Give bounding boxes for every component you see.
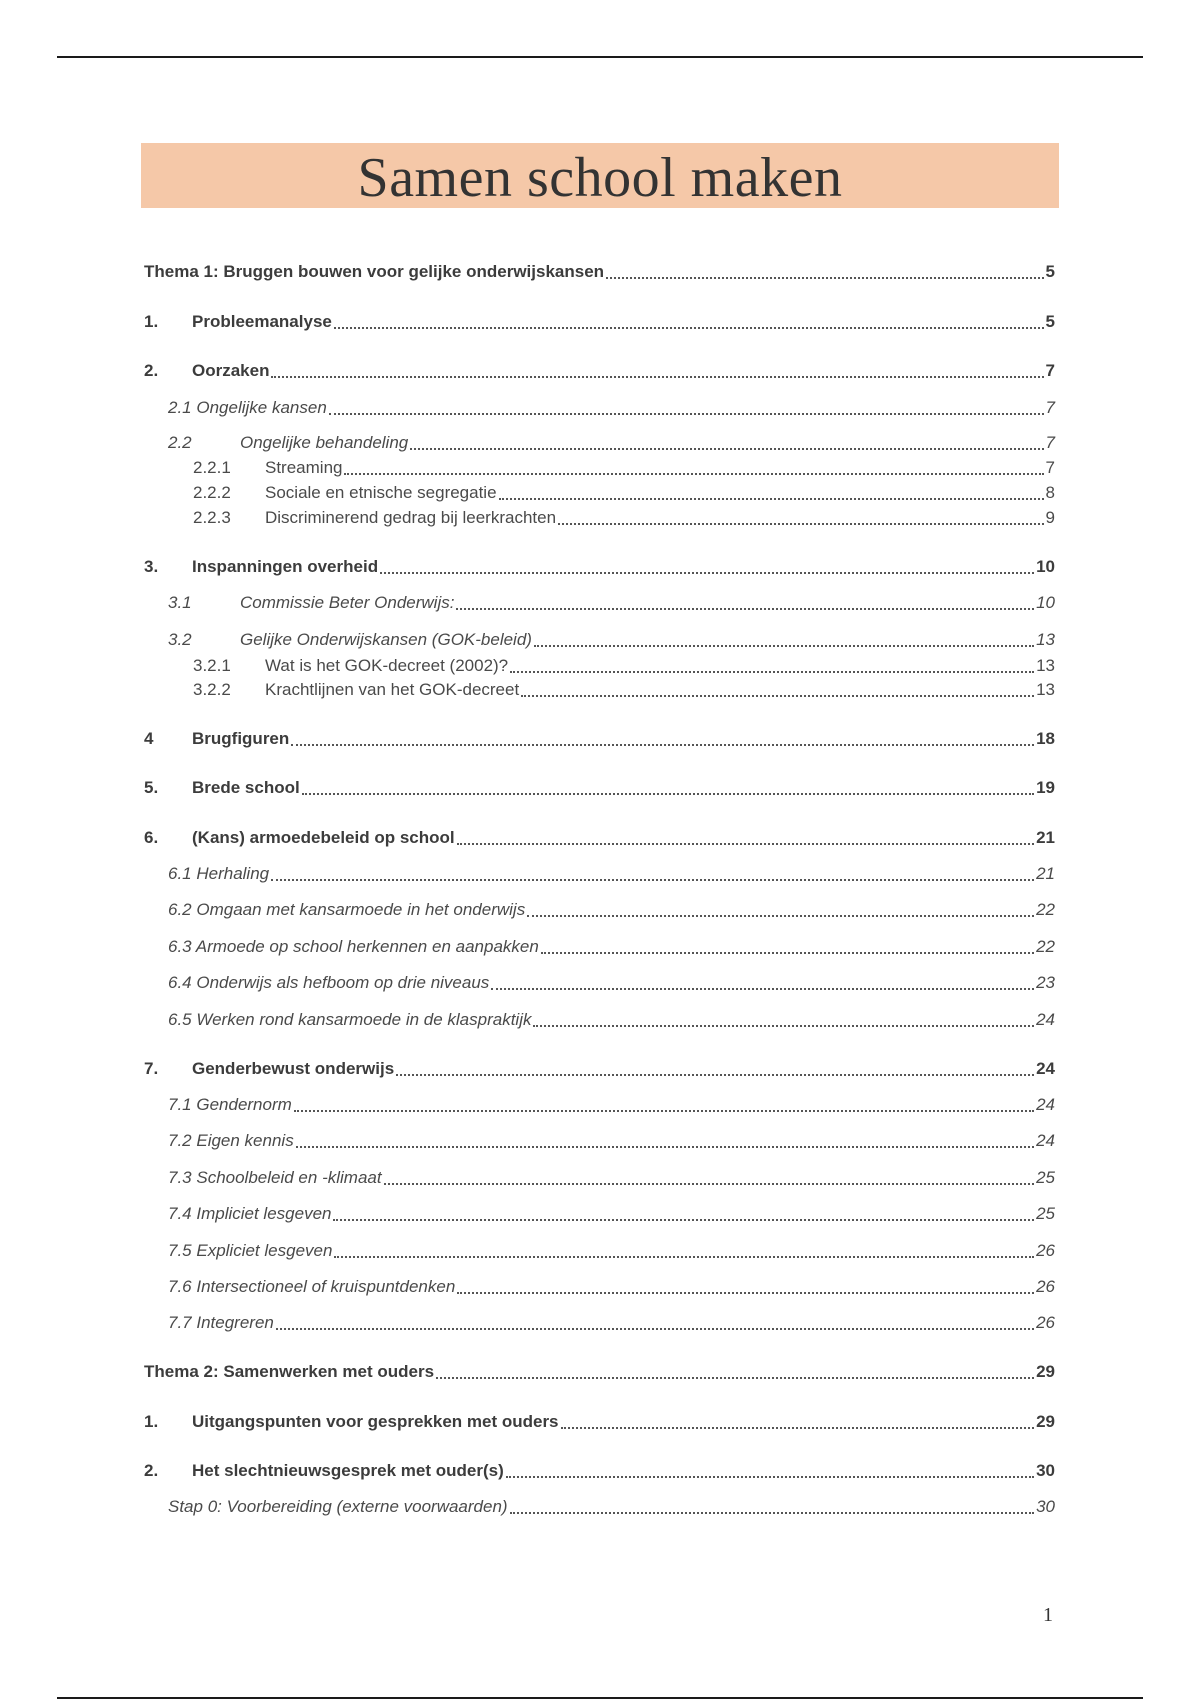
footer-rule bbox=[57, 1697, 1143, 1699]
toc-entry[interactable] bbox=[144, 729, 1055, 751]
toc-entry-page: 29 bbox=[1036, 1412, 1055, 1431]
toc-entry-page: 24 bbox=[1036, 1010, 1055, 1029]
toc-entry-number: 1. bbox=[144, 1412, 159, 1431]
toc-entry[interactable] bbox=[144, 557, 1055, 579]
dot-leader bbox=[333, 1218, 1034, 1221]
toc-entry[interactable] bbox=[144, 1059, 1055, 1081]
toc-entry-page: 10 bbox=[1036, 593, 1055, 612]
toc-entry[interactable] bbox=[168, 864, 1055, 886]
toc-entry-page: 8 bbox=[1045, 483, 1055, 502]
toc-entry-number: 3. bbox=[144, 557, 159, 576]
toc-entry-page: 13 bbox=[1036, 630, 1055, 649]
toc-entry[interactable] bbox=[168, 398, 1055, 420]
toc-entry-label: 6.4 Onderwijs als hefboom op drie niveaus bbox=[168, 973, 490, 992]
toc-entry-number: 6. bbox=[144, 828, 159, 847]
toc-entry-label: 2.1 Ongelijke kansen bbox=[168, 398, 327, 417]
toc-entry-label: Commissie Beter Onderwijs: bbox=[240, 593, 455, 612]
toc-entry[interactable] bbox=[144, 1362, 1055, 1384]
dot-leader bbox=[527, 914, 1034, 917]
toc-entry-label: Probleemanalyse bbox=[192, 312, 332, 331]
toc-entry-page: 10 bbox=[1036, 557, 1055, 576]
toc-entry-label: 7.6 Intersectioneel of kruispuntdenken bbox=[168, 1277, 456, 1296]
toc-entry-page: 7 bbox=[1045, 398, 1055, 417]
dot-leader bbox=[533, 1024, 1034, 1027]
dot-leader bbox=[334, 326, 1044, 329]
toc-entry-number: 7. bbox=[144, 1059, 159, 1078]
toc-entry-page: 19 bbox=[1036, 778, 1055, 797]
toc-entry-number: 2. bbox=[144, 361, 159, 380]
toc-entry-page: 25 bbox=[1036, 1168, 1055, 1187]
toc-entry-label: Thema 1: Bruggen bouwen voor gelijke onderwijskansen bbox=[144, 262, 605, 281]
dot-leader bbox=[457, 842, 1034, 845]
dot-leader bbox=[506, 1475, 1034, 1478]
toc-entry-label: Het slechtnieuwsgesprek met ouder(s) bbox=[192, 1461, 504, 1480]
document-title: Samen school maken bbox=[357, 146, 843, 209]
toc-entry-label: Krachtlijnen van het GOK-decreet bbox=[265, 680, 520, 699]
toc-entry-label: 6.5 Werken rond kansarmoede in de klaspraktijk bbox=[168, 1010, 532, 1029]
dot-leader bbox=[456, 607, 1034, 610]
dot-leader bbox=[521, 694, 1034, 697]
toc-entry-page: 24 bbox=[1036, 1059, 1055, 1078]
toc-entry[interactable] bbox=[168, 433, 1055, 455]
dot-leader bbox=[271, 878, 1034, 881]
dot-leader bbox=[276, 1327, 1034, 1330]
toc-entry-label: Sociale en etnische segregatie bbox=[265, 483, 497, 502]
toc-entry-label: Genderbewust onderwijs bbox=[192, 1059, 395, 1078]
toc-entry-page: 9 bbox=[1045, 508, 1055, 527]
toc-entry-label: Wat is het GOK-decreet (2002)? bbox=[265, 656, 509, 675]
toc-entry[interactable] bbox=[168, 937, 1055, 959]
dot-leader bbox=[302, 792, 1034, 795]
dot-leader bbox=[499, 497, 1044, 500]
toc-entry-label: 7.5 Expliciet lesgeven bbox=[168, 1241, 333, 1260]
toc-entry[interactable] bbox=[168, 1168, 1055, 1190]
toc-entry[interactable] bbox=[168, 593, 1055, 615]
dot-leader bbox=[329, 412, 1044, 415]
toc-entry-label: 7.3 Schoolbeleid en -klimaat bbox=[168, 1168, 382, 1187]
toc-entry-number: 2.2.2 bbox=[193, 483, 231, 502]
dot-leader bbox=[534, 644, 1034, 647]
dot-leader bbox=[271, 375, 1043, 378]
toc-entry-label: 7.7 Integreren bbox=[168, 1313, 274, 1332]
toc-entry-page: 21 bbox=[1036, 828, 1055, 847]
toc-entry-label: 7.2 Eigen kennis bbox=[168, 1131, 294, 1150]
dot-leader bbox=[436, 1376, 1034, 1379]
dot-leader bbox=[510, 1511, 1035, 1514]
toc-entry[interactable] bbox=[144, 1412, 1055, 1434]
dot-leader bbox=[384, 1182, 1035, 1185]
toc-entry-page: 30 bbox=[1036, 1497, 1055, 1516]
dot-leader bbox=[380, 571, 1034, 574]
toc-entry-page: 13 bbox=[1036, 656, 1055, 675]
dot-leader bbox=[396, 1073, 1034, 1076]
toc-entry[interactable] bbox=[144, 361, 1055, 383]
toc-entry-page: 24 bbox=[1036, 1095, 1055, 1114]
dot-leader bbox=[457, 1291, 1034, 1294]
toc-entry-label: Thema 2: Samenwerken met ouders bbox=[144, 1362, 435, 1381]
toc-entry[interactable] bbox=[168, 1095, 1055, 1117]
toc-entry-label: Stap 0: Voorbereiding (externe voorwaarden) bbox=[168, 1497, 508, 1516]
toc-entry[interactable] bbox=[168, 1131, 1055, 1153]
toc-entry-page: 30 bbox=[1036, 1461, 1055, 1480]
toc-entry[interactable] bbox=[168, 1010, 1055, 1032]
toc-entry[interactable] bbox=[144, 778, 1055, 800]
toc-entry-label: 7.1 Gendernorm bbox=[168, 1095, 292, 1114]
toc-entry-number: 3.2.2 bbox=[193, 680, 231, 699]
toc-entry-label: Ongelijke behandeling bbox=[240, 433, 409, 452]
toc-entry[interactable] bbox=[168, 1497, 1055, 1519]
dot-leader bbox=[410, 447, 1043, 450]
toc-entry[interactable] bbox=[193, 483, 1055, 505]
toc-entry-page: 26 bbox=[1036, 1313, 1055, 1332]
page-number: 1 bbox=[1043, 1604, 1053, 1626]
toc-entry-number: 3.2 bbox=[168, 630, 192, 649]
toc-entry-label: Oorzaken bbox=[192, 361, 270, 380]
toc-entry-label: Discriminerend gedrag bij leerkrachten bbox=[265, 508, 557, 527]
toc-entry-label: 6.2 Omgaan met kansarmoede in het onderwijs bbox=[168, 900, 526, 919]
dot-leader bbox=[541, 951, 1034, 954]
toc-entry-number: 1. bbox=[144, 312, 159, 331]
toc-entry-label: Uitgangspunten voor gesprekken met ouders bbox=[192, 1412, 559, 1431]
toc-entry-page: 7 bbox=[1045, 458, 1055, 477]
dot-leader bbox=[344, 472, 1043, 475]
toc-entry-page: 21 bbox=[1036, 864, 1055, 883]
toc-entry[interactable] bbox=[193, 656, 1055, 678]
toc-entry[interactable] bbox=[193, 680, 1055, 702]
dot-leader bbox=[296, 1145, 1034, 1148]
toc-entry-label: 6.1 Herhaling bbox=[168, 864, 270, 883]
toc-entry-number: 3.1 bbox=[168, 593, 192, 612]
dot-leader bbox=[334, 1255, 1034, 1258]
toc-entry[interactable] bbox=[168, 630, 1055, 652]
toc-entry[interactable] bbox=[168, 1241, 1055, 1263]
toc-entry-page: 22 bbox=[1036, 900, 1055, 919]
dot-leader bbox=[510, 670, 1034, 673]
toc-entry-page: 22 bbox=[1036, 937, 1055, 956]
toc-entry-label: Brugfiguren bbox=[192, 729, 290, 748]
toc-entry[interactable] bbox=[144, 312, 1055, 334]
toc-entry-label: 7.4 Impliciet lesgeven bbox=[168, 1204, 332, 1223]
toc-entry[interactable] bbox=[168, 1277, 1055, 1299]
toc-entry-label: Gelijke Onderwijskansen (GOK-beleid) bbox=[240, 630, 532, 649]
toc-entry-page: 7 bbox=[1045, 433, 1055, 452]
toc-entry-page: 23 bbox=[1036, 973, 1055, 992]
toc-entry-number: 2.2 bbox=[168, 433, 192, 452]
toc-entry[interactable] bbox=[168, 900, 1055, 922]
toc-entry-page: 26 bbox=[1036, 1241, 1055, 1260]
toc-entry-page: 18 bbox=[1036, 729, 1055, 748]
toc-entry-page: 24 bbox=[1036, 1131, 1055, 1150]
toc-entry[interactable] bbox=[193, 458, 1055, 480]
dot-leader bbox=[491, 987, 1034, 990]
dot-leader bbox=[606, 276, 1043, 279]
toc-entry-page: 5 bbox=[1045, 262, 1055, 281]
dot-leader bbox=[291, 743, 1034, 746]
toc-entry[interactable] bbox=[144, 262, 1055, 284]
toc-entry-number: 4 bbox=[144, 729, 154, 748]
toc-entry-label: Inspanningen overheid bbox=[192, 557, 379, 576]
toc-entry-page: 26 bbox=[1036, 1277, 1055, 1296]
toc-entry-label: Brede school bbox=[192, 778, 300, 797]
toc-entry-label: (Kans) armoedebeleid op school bbox=[192, 828, 455, 847]
toc-entry-label: Streaming bbox=[265, 458, 343, 477]
toc-entry-page: 13 bbox=[1036, 680, 1055, 699]
dot-leader bbox=[294, 1109, 1034, 1112]
toc-entry-page: 7 bbox=[1045, 361, 1055, 380]
toc-entry[interactable] bbox=[193, 508, 1055, 530]
toc-entry-number: 2.2.1 bbox=[193, 458, 231, 477]
toc-entry-page: 5 bbox=[1045, 312, 1055, 331]
toc-entry[interactable] bbox=[144, 828, 1055, 850]
toc-entry-page: 25 bbox=[1036, 1204, 1055, 1223]
toc-entry-number: 5. bbox=[144, 778, 159, 797]
toc-entry[interactable] bbox=[168, 973, 1055, 995]
toc-entry-page: 29 bbox=[1036, 1362, 1055, 1381]
toc-entry-number: 3.2.1 bbox=[193, 656, 231, 675]
toc-entry[interactable] bbox=[144, 1461, 1055, 1483]
toc-entry[interactable] bbox=[168, 1204, 1055, 1226]
dot-leader bbox=[561, 1426, 1035, 1429]
toc-entry-label: 6.3 Armoede op school herkennen en aanpakken bbox=[168, 937, 539, 956]
toc-entry[interactable] bbox=[168, 1313, 1055, 1335]
toc-entry-number: 2.2.3 bbox=[193, 508, 231, 527]
toc-entry-number: 2. bbox=[144, 1461, 159, 1480]
dot-leader bbox=[558, 522, 1044, 525]
